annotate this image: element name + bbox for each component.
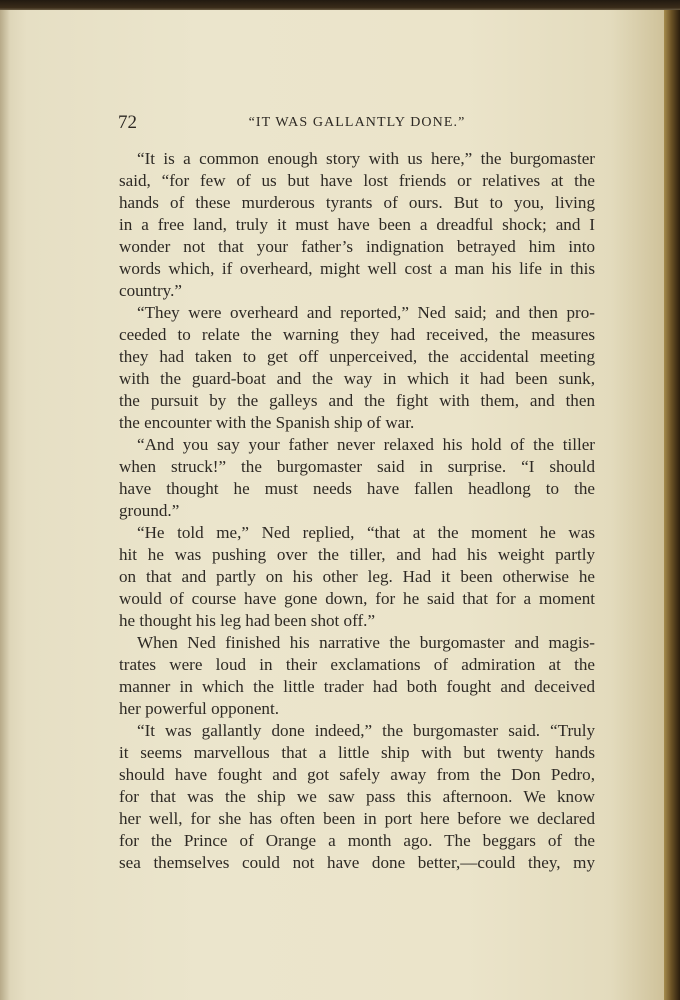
text-line: they had taken to get off unperceived, the accidental meeting — [119, 347, 595, 366]
text-line: her powerful opponent. — [119, 699, 279, 718]
page-stack-edge — [664, 10, 680, 1000]
text-line: wonder not that your father’s indignation betrayed him into — [119, 237, 595, 256]
text-line: with the guard-boat and the way in which it had been sunk, — [119, 369, 595, 388]
text-line: have thought he must needs have fallen headlong to the — [119, 479, 595, 498]
text-line: when struck!” the burgomaster said in surprise. “I should — [119, 457, 595, 476]
text-line: ground.” — [119, 501, 180, 520]
text-line: “They were overheard and reported,” Ned said; and then pro- — [137, 303, 595, 322]
text-line: trates were loud in their exclamations of admiration at the — [119, 655, 595, 674]
text-line: said, “for few of us but have lost friends or relatives at the — [119, 171, 595, 190]
text-line: he thought his leg had been shot off.” — [119, 611, 376, 630]
text-line: in a free land, truly it must have been a dreadful shock; and I — [119, 215, 595, 234]
text-line: ceeded to relate the warning they had received, the measures — [119, 325, 595, 344]
text-line: “It was gallantly done indeed,” the burgomaster said. “Truly — [137, 721, 595, 740]
text-line: should have fought and got safely away from the Don Pedro, — [119, 765, 595, 784]
text-line: her well, for she has often been in port here before we declared — [119, 809, 595, 828]
text-line: country.” — [119, 281, 182, 300]
text-line: for the Prince of Orange a month ago. The beggars of the — [119, 831, 595, 850]
text-line: it seems marvellous that a little ship with but twenty hands — [119, 743, 595, 762]
text-line: “He told me,” Ned replied, “that at the moment he was — [137, 523, 595, 542]
running-head — [118, 112, 596, 136]
text-line: words which, if overheard, might well cost a man his life in this — [119, 259, 595, 278]
text-line: hit he was pushing over the tiller, and had his weight partly — [119, 545, 595, 564]
text-line: “It is a common enough story with us here,” the burgomaster — [137, 149, 595, 168]
text-line: “And you say your father never relaxed his hold of the tiller — [137, 435, 595, 454]
text-line: on that and partly on his other leg. Had it been otherwise he — [119, 567, 595, 586]
text-line: When Ned finished his narrative the burgomaster and magis- — [137, 633, 595, 652]
body-text — [119, 148, 595, 874]
page-number: 72 — [118, 112, 137, 133]
spine-shadow — [0, 10, 10, 1000]
text-line: the encounter with the Spanish ship of war. — [119, 413, 415, 432]
text-line: the pursuit by the galleys and the fight with them, and then — [119, 391, 595, 410]
running-title: “IT WAS GALLANTLY DONE.” — [248, 115, 466, 130]
text-line: would of course have gone down, for he said that for a moment — [119, 589, 595, 608]
text-line: sea themselves could not have done better,—could they, my — [119, 853, 595, 872]
text-line: hands of these murderous tyrants of ours. But to you, living — [119, 193, 595, 212]
text-line: manner in which the little trader had both fought and deceived — [119, 677, 595, 696]
text-line: for that was the ship we saw pass this afternoon. We know — [119, 787, 595, 806]
